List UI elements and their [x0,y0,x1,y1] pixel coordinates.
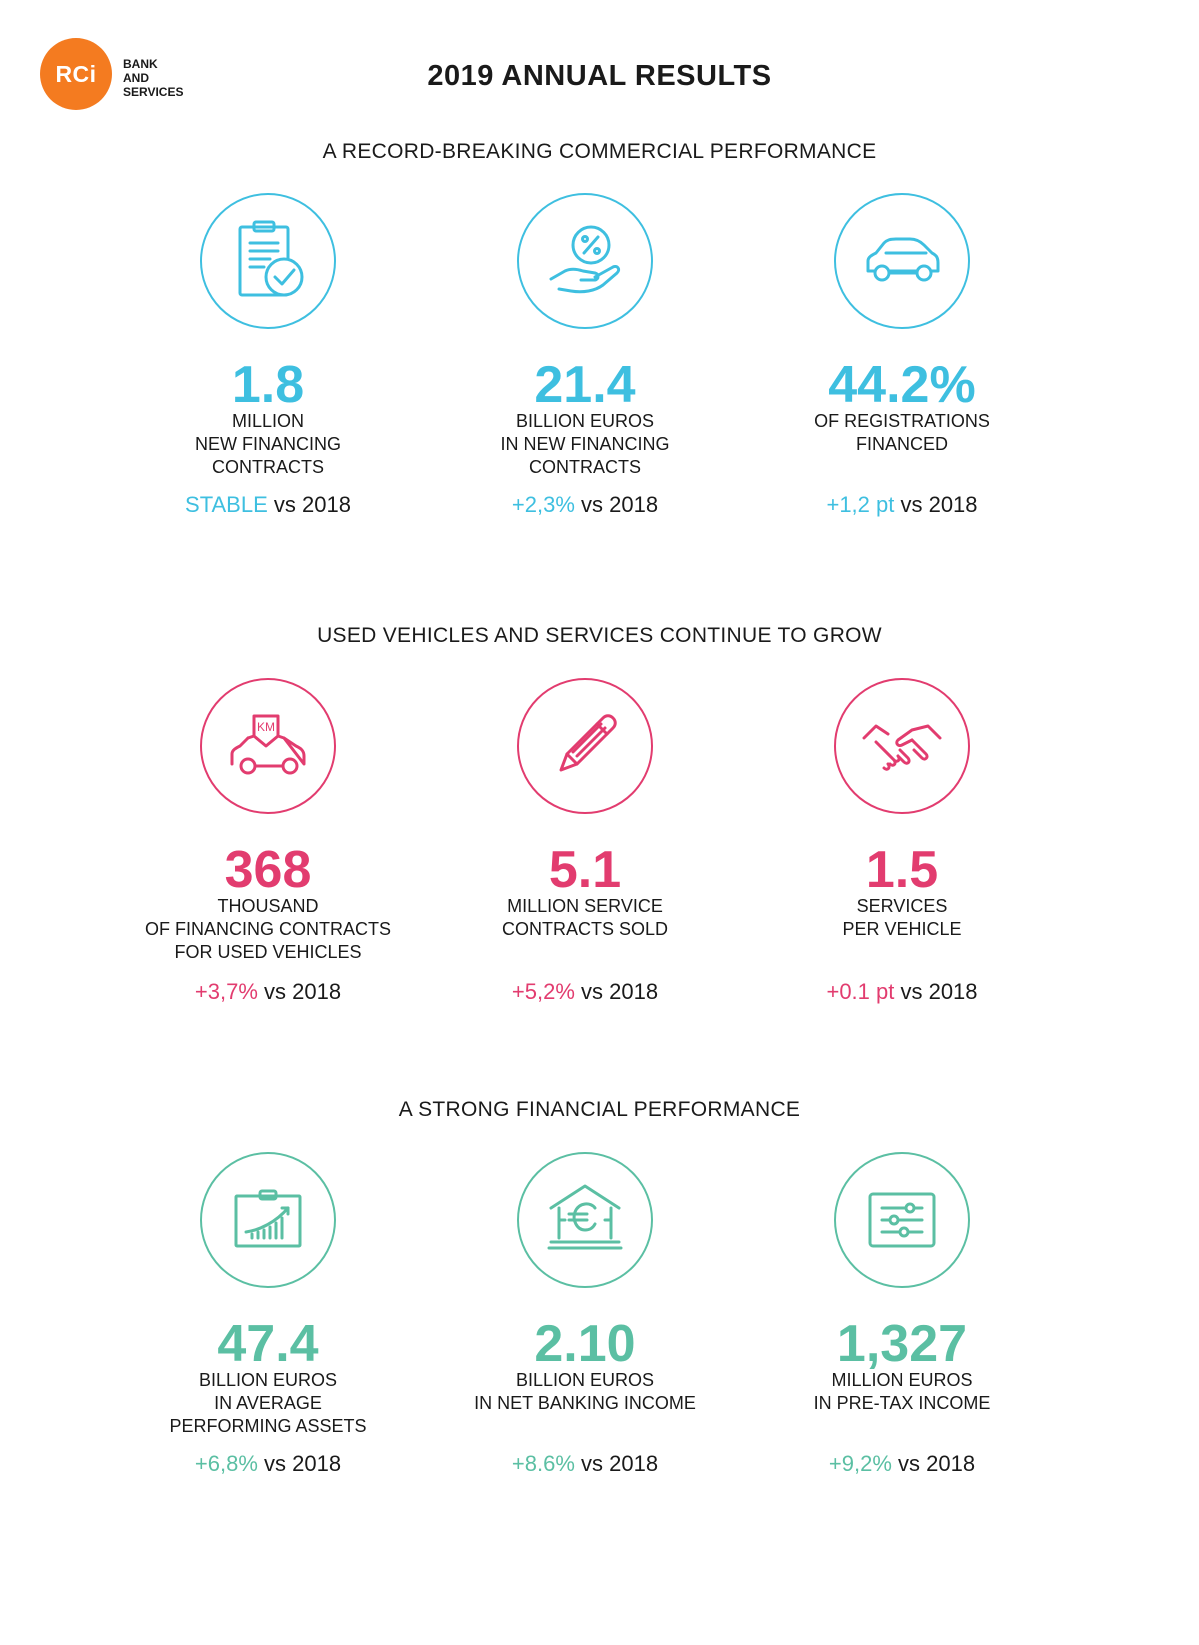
kpi-change [103,492,433,518]
kpi-change [420,979,750,1005]
kpi-change [420,492,750,518]
change-value: +1,2 pt [826,492,895,517]
logo-line-3: SERVICES [123,85,184,99]
hand-percent-coin-icon [517,193,653,329]
kpi-change [737,979,1067,1005]
change-baseline: vs 2018 [574,979,659,1004]
section-title-commercial: A RECORD-BREAKING COMMERCIAL PERFORMANCE [322,140,877,163]
change-baseline: vs 2018 [257,979,342,1004]
kpi-value: 47.4 [217,1315,319,1373]
kpi-net-banking-income [420,1152,750,1415]
kpi-description: OF REGISTRATIONS FINANCED [814,411,990,454]
logo-line-2: AND [123,71,149,85]
page-title: 2019 ANNUAL RESULTS [427,60,772,92]
km-badge-text: KM [257,720,275,734]
kpi-value: 368 [224,841,312,899]
kpi-value: 1,327 [836,1315,968,1373]
change-baseline: vs 2018 [257,1451,342,1476]
change-baseline: vs 2018 [894,979,978,1004]
change-value: +3,7% [194,979,258,1004]
section-title-used-vehicles: USED VEHICLES AND SERVICES CONTINUE TO GROW [317,624,882,647]
kpi-description: MILLION NEW FINANCING CONTRACTS [195,411,341,477]
logo-line-1: BANK [123,57,158,71]
kpi-value: 2.10 [534,1315,636,1373]
kpi-value: 5.1 [548,841,622,899]
kpi-services-per-vehicle [737,678,1067,941]
kpi-financing-amount [420,193,750,479]
bank-euro-icon [517,1152,653,1288]
change-baseline: vs 2018 [574,492,659,517]
kpi-change [737,1451,1067,1477]
handshake-icon [834,678,970,814]
change-value: +8.6% [511,1451,575,1476]
section-title-financial: A STRONG FINANCIAL PERFORMANCE [398,1098,801,1121]
kpi-pre-tax-income [737,1152,1067,1415]
change-value: +0.1 pt [826,979,895,1004]
kpi-value: 1.5 [865,841,939,899]
kpi-change [103,1451,433,1477]
contract-check-icon [200,193,336,329]
pencil-icon [517,678,653,814]
kpi-description: THOUSAND OF FINANCING CONTRACTS FOR USED VEHICLES [145,896,391,962]
kpi-description: MILLION EUROS IN PRE-TAX INCOME [813,1370,991,1413]
kpi-performing-assets [103,1152,433,1438]
used-car-km-icon [200,678,336,814]
change-value: STABLE [185,492,268,517]
sliders-panel-icon [834,1152,970,1288]
kpi-change [103,979,433,1005]
kpi-description: BILLION EUROS IN NET BANKING INCOME [474,1370,696,1413]
kpi-description: BILLION EUROS IN NEW FINANCING CONTRACTS [500,411,670,477]
car-icon [834,193,970,329]
logo-mark: RCi [40,38,112,110]
kpi-value: 21.4 [534,356,636,414]
change-baseline: vs 2018 [574,1451,659,1476]
kpi-service-contracts [420,678,750,941]
kpi-used-vehicle-contracts [103,678,433,964]
kpi-new-contracts [103,193,433,479]
kpi-value: 1.8 [231,356,305,414]
kpi-description: BILLION EUROS IN AVERAGE PERFORMING ASSETS [169,1370,367,1436]
change-baseline: vs 2018 [894,492,978,517]
change-value: +5,2% [511,979,575,1004]
kpi-description: MILLION SERVICE CONTRACTS SOLD [501,896,669,939]
change-value: +9,2% [828,1451,892,1476]
kpi-change [420,1451,750,1477]
growth-chart-board-icon [200,1152,336,1288]
change-value: +2,3% [511,492,575,517]
change-baseline: vs 2018 [891,1451,976,1476]
change-baseline: vs 2018 [267,492,351,517]
kpi-registrations-financed [737,193,1067,456]
kpi-description: SERVICES PER VEHICLE [842,896,962,939]
kpi-change [737,492,1067,518]
kpi-value: 44.2% [828,356,976,414]
change-value: +6,8% [194,1451,258,1476]
